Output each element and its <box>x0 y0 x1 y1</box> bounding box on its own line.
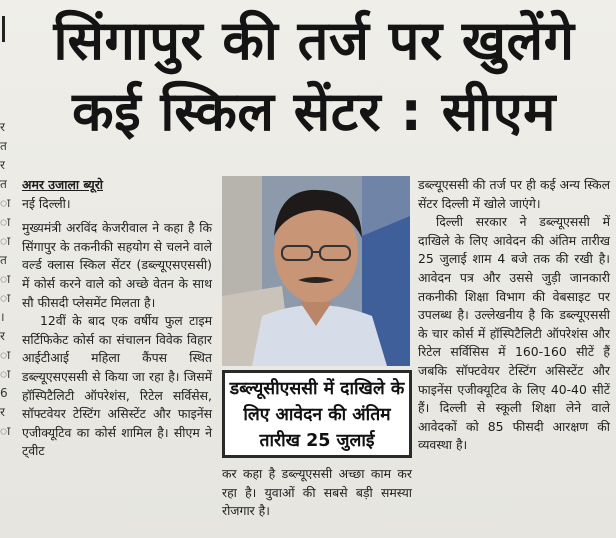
paragraph-4: दिल्ली सरकार ने डब्ल्यूएससी में दाखिले के लिए आवेदन की अंतिम तारीख 25 जुलाई शाम 4 बजे तक की रखी है। आवेदन पत्र और उससे जुड़ी जानकारी तकनीकी शिक्षा विभाग की वेबसाइट पर उपलब्ध है। उल्लेखनीय है कि डब्ल्यूएससी के चार कोर्स में हॉस्पिटैलिटी ऑपरेशंस और रिटेल सर्विसिस में 160-160 सीटें हैं जबकि सॉफ्टवेयर टेस्टिंग असिस्टेंट और फाइनेंस एजीक्यूटिव के लिए 40-40 सीटें हैं। दिल्ली से स्कूली शिक्षा लेने वाले आवेदकों को 85 फीसदी आरक्षण की व्यवस्था है। <box>418 214 610 453</box>
headline <box>18 6 610 148</box>
edge-glyph: ा <box>0 234 11 248</box>
article-column-2-continuation: कर कहा है डब्ल्यूएससी अच्छा काम कर रहा है। युवाओं की सबसे बड़ी समस्या रोजगार है। <box>222 466 412 519</box>
edge-glyph: त <box>0 253 7 267</box>
edge-glyph: र <box>0 120 5 134</box>
edge-glyph: ा <box>0 196 11 210</box>
dateline: नई दिल्ली। <box>22 195 71 211</box>
paragraph-3: डब्ल्यूएससी की तर्ज पर ही कई अन्य स्किल सेंटर दिल्ली में खोले जाएंगे। <box>418 177 610 211</box>
edge-glyph: ा <box>0 424 11 438</box>
edge-glyph: 6 <box>0 386 8 400</box>
adjacent-article-edge-mark <box>2 16 5 42</box>
photo-caption-box: डब्ल्यूसीएससी में दाखिले के लिए आवेदन की अंतिम तारीख 25 जुलाई <box>222 370 412 458</box>
edge-glyph: त <box>0 177 7 191</box>
article-column-1 <box>22 176 212 461</box>
byline: अमर उजाला ब्यूरो <box>22 177 103 192</box>
chief-minister-photo <box>222 176 410 366</box>
edge-glyph: ा <box>0 291 11 305</box>
paragraph-1: मुख्यमंत्री अरविंद केजरीवाल ने कहा है कि सिंगापुर के तकनीकी सहयोग से चलने वाले वर्ल्ड क्लास स्किल सेंटर (डब्ल्यूएसएससी) में कोर्स करने वाले को अच्छे वेतन के साथ सौ फीसदी प्लेसमेंट मिलता है। <box>22 220 212 310</box>
headline-line-2: कई स्किल सेंटर : सीएम <box>72 80 556 143</box>
edge-glyph: ा <box>0 215 11 229</box>
edge-glyph: र <box>0 158 5 172</box>
edge-glyph: ा <box>0 272 11 286</box>
paragraph-2: 12वीं के बाद एक वर्षीय फुल टाइम सर्टिफिकेट कोर्स का संचालन विवेक विहार आईटीआई महिला कैंपस स्थित डब्ल्यूएसएससी से किया जा रहा है। जिसमें हॉस्पिटैलिटी ऑपरेशंस, रिटेल सर्विसेस, सॉफ्टवेयर टेस्टिंग असिस्टेंट और फाइनेंस एजीक्यूटिव का कोर्स शामिल है। सीएम ने ट्वीट <box>22 313 212 459</box>
edge-glyph: ा <box>0 367 11 381</box>
edge-glyph: ा <box>0 348 11 362</box>
edge-glyph: । <box>0 310 5 324</box>
article-column-3 <box>418 176 610 455</box>
edge-glyph: र <box>0 405 5 419</box>
edge-glyph: र <box>0 329 5 343</box>
edge-glyph: त <box>0 139 7 153</box>
adjacent-article-edge-text <box>0 118 12 518</box>
headline-line-1: सिंगापुर की तर्ज पर खुलेंगे <box>53 9 575 72</box>
